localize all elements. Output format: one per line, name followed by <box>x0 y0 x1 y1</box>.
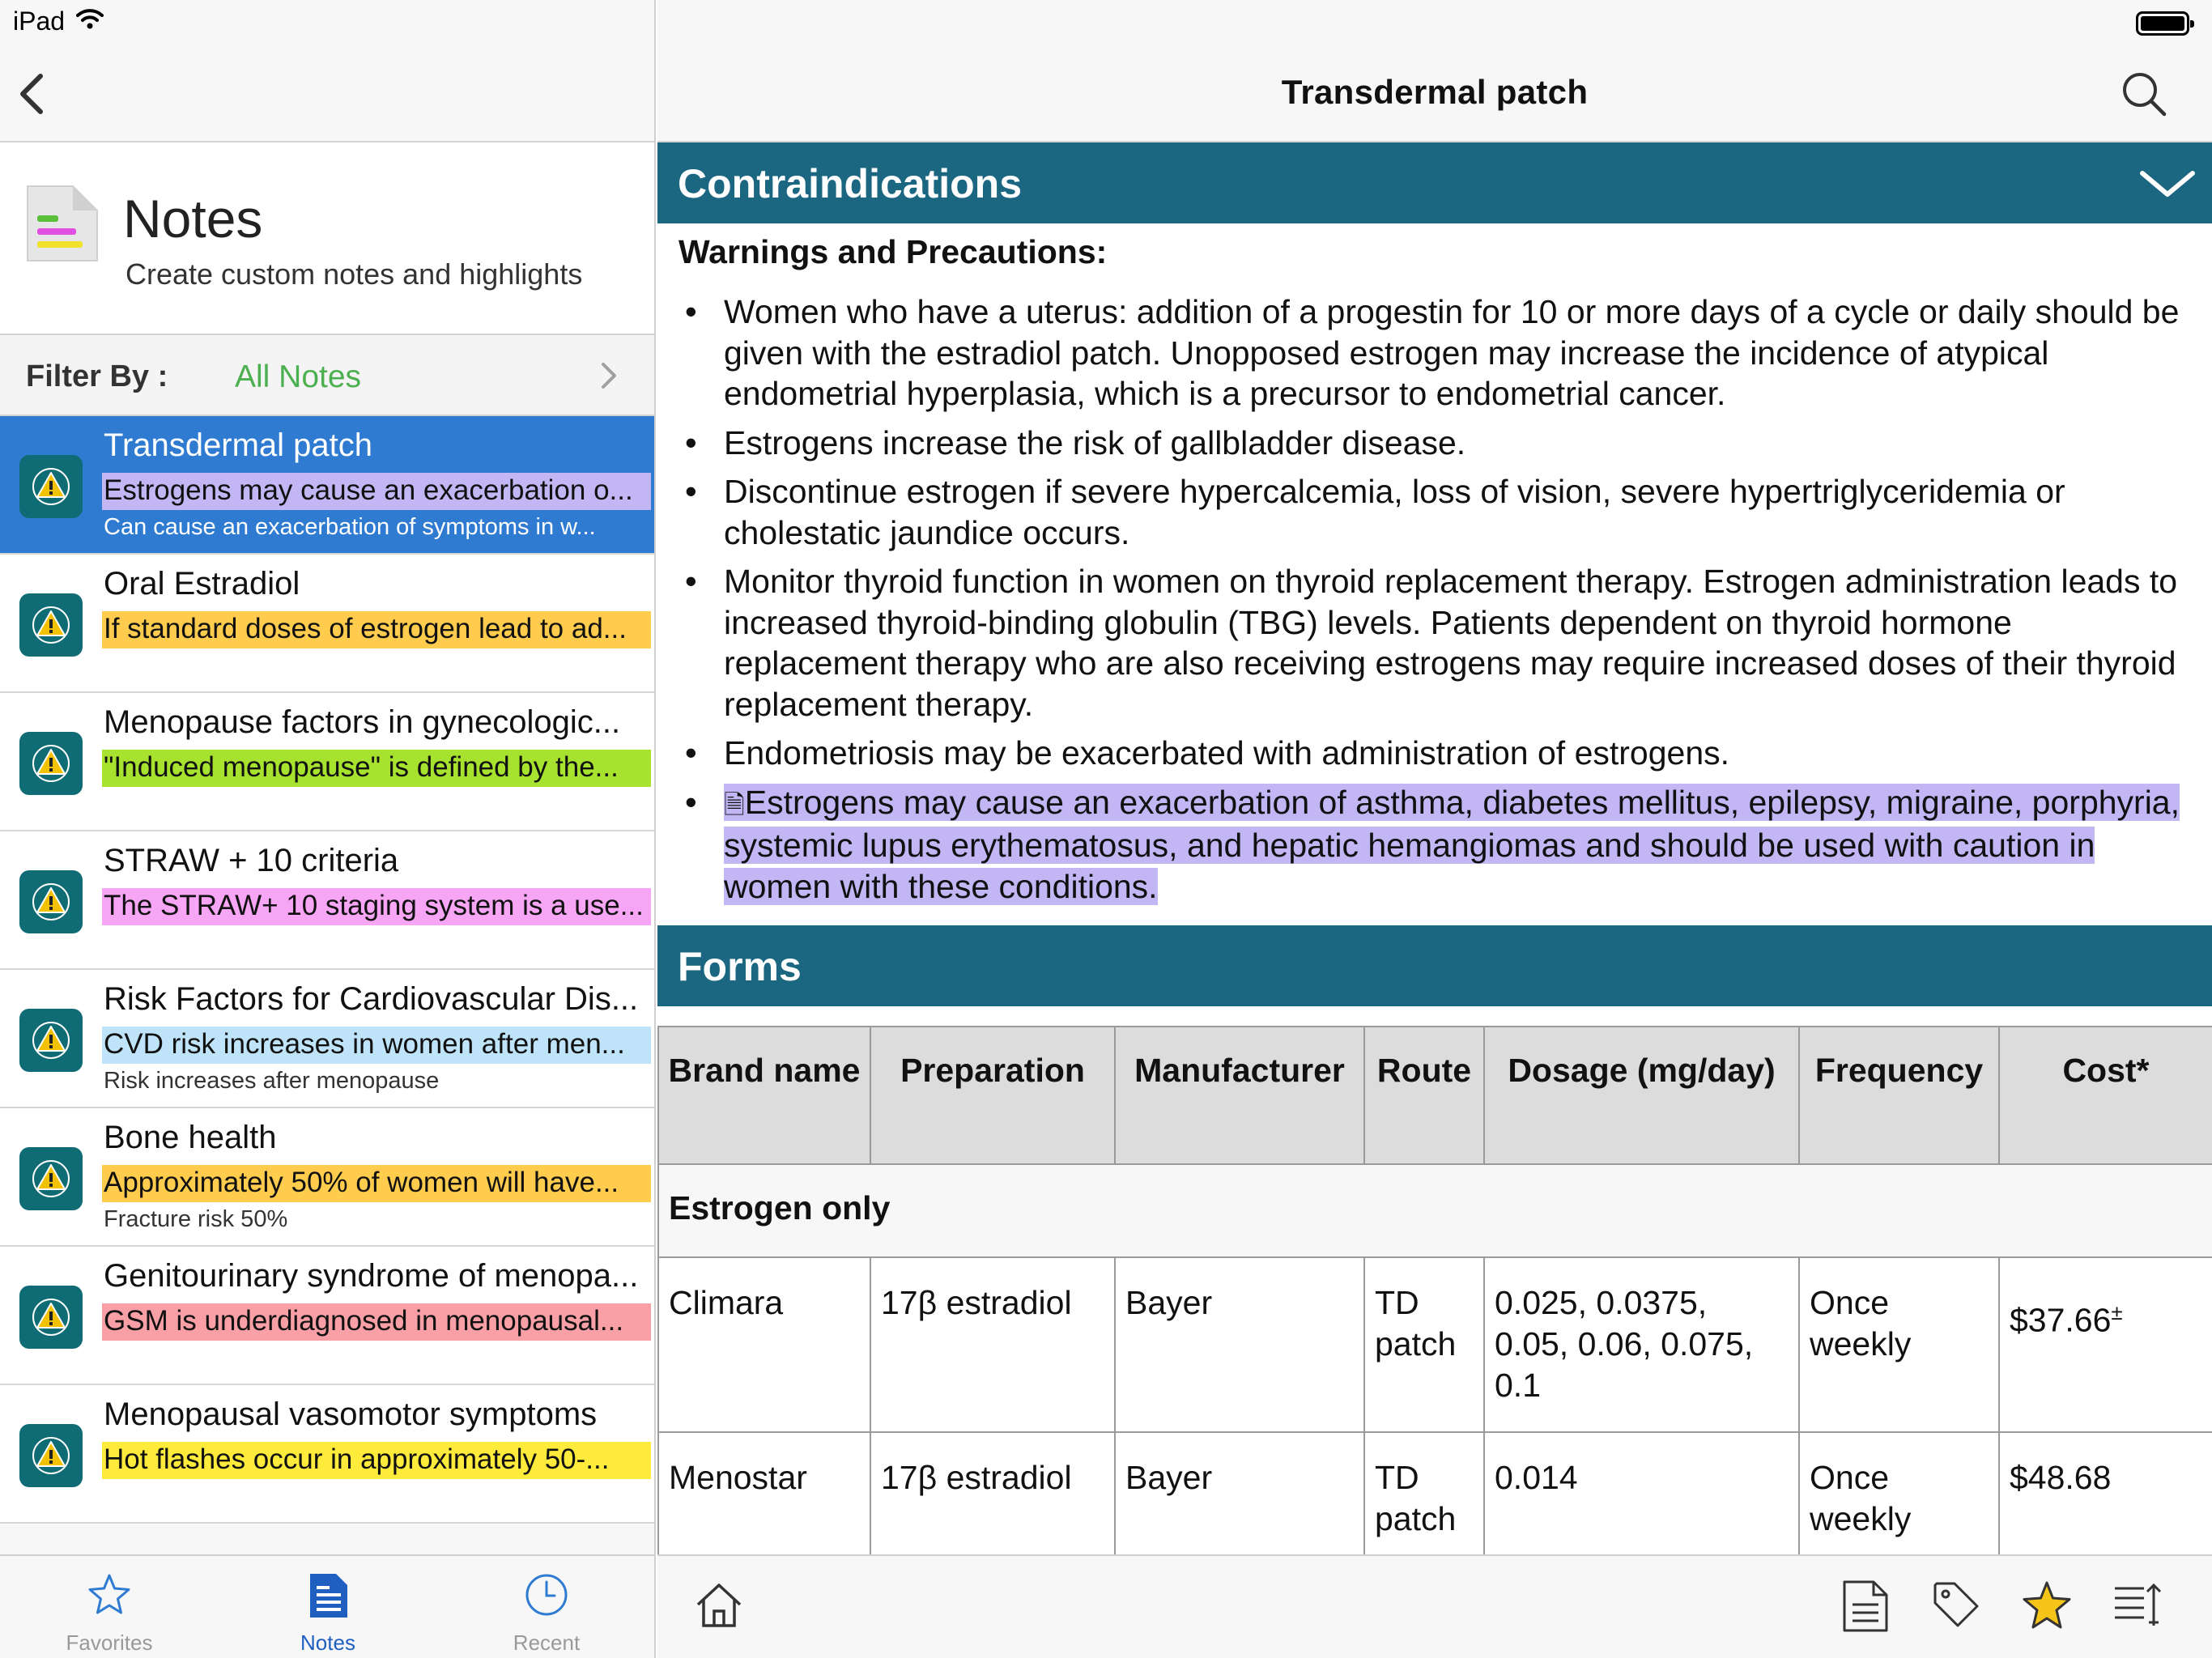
filter-row[interactable] <box>0 335 656 416</box>
section-header-forms[interactable] <box>657 925 2212 1006</box>
notes-list <box>0 416 656 1524</box>
group-label: Estrogen only <box>658 1164 2212 1257</box>
cost-cell <box>1999 1257 2212 1432</box>
note-title: Menopause factors in gynecologic... <box>104 704 621 740</box>
document-title: Transdermal patch <box>1281 73 1589 111</box>
clock-icon <box>524 1572 569 1618</box>
warning-triangle-icon <box>19 593 83 657</box>
forms-table <box>657 1026 2212 1571</box>
sections-icon[interactable] <box>2112 1580 2163 1629</box>
column-header: Frequency <box>1799 1027 1999 1164</box>
table-row <box>658 1257 2212 1432</box>
preparation-cell: 17β estradiol <box>870 1432 1115 1570</box>
frequency-cell: Once weekly <box>1799 1257 1999 1432</box>
column-header: Cost* <box>1999 1027 2212 1164</box>
tab-notes[interactable] <box>219 1556 437 1658</box>
note-description: Fracture risk 50% <box>104 1206 288 1232</box>
notes-header <box>0 142 656 335</box>
section-header-contraindications[interactable] <box>657 142 2212 223</box>
route-cell: TD patch <box>1364 1432 1484 1570</box>
list-item[interactable] <box>0 555 656 693</box>
list-item: • Monitor thyroid function in women on thyroid replacement therapy. Estrogen administration leads to increased thyroid-binding globulin (TBG) levels. Patients dependent on thyroid hormone replacement therapy who are also receiving estrogens may require increased doses of their thyroid replacement therapy. <box>678 561 2201 725</box>
carrier-label: iPad <box>13 6 66 36</box>
tab-label: Notes <box>300 1630 355 1655</box>
tab-bar <box>0 1554 656 1658</box>
tab-recent[interactable] <box>437 1556 656 1658</box>
list-item: • Endometriosis may be exacerbated with administration of estrogens. <box>678 733 2201 774</box>
back-button[interactable] <box>16 71 49 117</box>
note-icon[interactable] <box>1841 1580 1890 1632</box>
list-item[interactable] <box>0 970 656 1108</box>
list-item[interactable] <box>0 1385 656 1524</box>
note-highlight: The STRAW+ 10 staging system is a use... <box>102 888 651 925</box>
tab-favorites[interactable] <box>0 1556 219 1658</box>
list-item[interactable] <box>0 1247 656 1385</box>
note-highlight: CVD risk increases in women after men... <box>102 1027 651 1064</box>
dosage-cell: 0.014 <box>1484 1432 1799 1570</box>
column-header: Manufacturer <box>1115 1027 1364 1164</box>
warning-triangle-icon <box>19 1286 83 1349</box>
status-bar <box>0 0 2212 45</box>
highlighted-text[interactable] <box>724 784 2180 905</box>
content-pane <box>657 0 2212 1658</box>
note-title: STRAW + 10 criteria <box>104 843 399 878</box>
list-item[interactable] <box>0 1108 656 1247</box>
cost-cell: $48.68 <box>1999 1432 2212 1570</box>
note-attached-icon[interactable]: 🗎 <box>724 789 745 819</box>
section-title: Forms <box>678 944 802 989</box>
home-icon[interactable] <box>693 1580 745 1630</box>
warning-triangle-icon <box>19 1147 83 1210</box>
list-item[interactable] <box>0 831 656 970</box>
note-title: Genitourinary syndrome of menopa... <box>104 1258 639 1294</box>
table-header-row <box>658 1027 2212 1164</box>
column-header: Route <box>1364 1027 1484 1164</box>
column-header: Dosage (mg/day) <box>1484 1027 1799 1164</box>
warnings-heading: Warnings and Precautions: <box>678 233 1108 270</box>
note-description: Can cause an exacerbation of symptoms in w... <box>104 514 596 540</box>
search-icon[interactable] <box>2120 70 2168 118</box>
warnings-list <box>678 291 2201 915</box>
note-description: Risk increases after menopause <box>104 1068 440 1094</box>
highlighted-list-item[interactable] <box>678 782 2201 908</box>
list-item[interactable] <box>0 416 656 555</box>
brand-cell: Climara <box>658 1257 870 1432</box>
chevron-down-icon[interactable] <box>2139 168 2196 199</box>
manufacturer-cell: Bayer <box>1115 1432 1364 1570</box>
note-highlight: GSM is underdiagnosed in menopausal... <box>102 1303 651 1341</box>
note-title: Risk Factors for Cardiovascular Dis... <box>104 981 639 1017</box>
tag-icon[interactable] <box>1932 1580 1980 1629</box>
warning-triangle-icon <box>19 455 83 518</box>
note-title: Transdermal patch <box>104 427 372 463</box>
column-header: Brand name <box>658 1027 870 1164</box>
filter-label: Filter By : <box>26 359 168 393</box>
note-highlight: "Induced menopause" is defined by the... <box>102 750 651 787</box>
bottom-toolbar <box>657 1554 2212 1658</box>
list-item: • Women who have a uterus: addition of a progestin for 10 or more days of a cycle or daily should be given with the estradiol patch. Unopposed estrogen may increase the incidence of atypical endometrial hyperplasia, which is a precursor to endometrial cancer. <box>678 291 2201 414</box>
brand-cell: Menostar <box>658 1432 870 1570</box>
column-header: Preparation <box>870 1027 1115 1164</box>
warning-triangle-icon <box>19 732 83 795</box>
favorite-star-icon[interactable] <box>2021 1580 2073 1630</box>
wifi-icon <box>76 8 104 29</box>
preparation-cell: 17β estradiol <box>870 1257 1115 1432</box>
highlight-content: Estrogens may cause an exacerbation of asthma, diabetes mellitus, epilepsy, migraine, porphyria, systemic lupus erythematosus, and hepatic hemangiomas and should be used with caution in women with these conditions. <box>724 783 2180 905</box>
note-highlight: Approximately 50% of women will have... <box>102 1165 651 1202</box>
cost-value: $37.66 <box>2010 1301 2112 1339</box>
tab-label: Recent <box>513 1630 581 1655</box>
page-subtitle: Create custom notes and highlights <box>125 257 583 291</box>
chevron-right-icon <box>599 361 619 390</box>
section-title: Contraindications <box>678 161 1023 206</box>
tab-label: Favorites <box>66 1630 153 1655</box>
warning-triangle-icon <box>19 1424 83 1487</box>
manufacturer-cell: Bayer <box>1115 1257 1364 1432</box>
notes-icon <box>305 1572 351 1619</box>
note-title: Oral Estradiol <box>104 566 300 602</box>
notes-page-icon <box>23 183 100 264</box>
note-highlight: If standard doses of estrogen lead to ad... <box>102 611 651 648</box>
warning-triangle-icon <box>19 1009 83 1072</box>
cost-footnote: ± <box>2111 1300 2123 1324</box>
frequency-cell: Once weekly <box>1799 1432 1999 1570</box>
filter-value[interactable]: All Notes <box>235 359 362 394</box>
dosage-cell: 0.025, 0.0375, 0.05, 0.06, 0.075, 0.1 <box>1484 1257 1799 1432</box>
list-item: • Discontinue estrogen if severe hypercalcemia, loss of vision, severe hypertriglyceridemia or cholestatic jaundice occurs. <box>678 471 2201 553</box>
route-cell: TD patch <box>1364 1257 1484 1432</box>
table-group-row <box>658 1164 2212 1257</box>
page-title: Notes <box>123 189 263 249</box>
list-item: • Estrogens increase the risk of gallbladder disease. <box>678 423 2201 464</box>
note-title: Menopausal vasomotor symptoms <box>104 1397 598 1432</box>
warning-triangle-icon <box>19 870 83 933</box>
battery-icon <box>2136 11 2189 36</box>
star-icon <box>87 1572 132 1618</box>
notes-pane <box>0 0 656 1658</box>
note-highlight: Hot flashes occur in approximately 50-... <box>102 1442 651 1479</box>
list-item[interactable] <box>0 693 656 831</box>
note-highlight: Estrogens may cause an exacerbation o... <box>102 473 651 510</box>
note-title: Bone health <box>104 1120 277 1155</box>
table-row <box>658 1432 2212 1570</box>
